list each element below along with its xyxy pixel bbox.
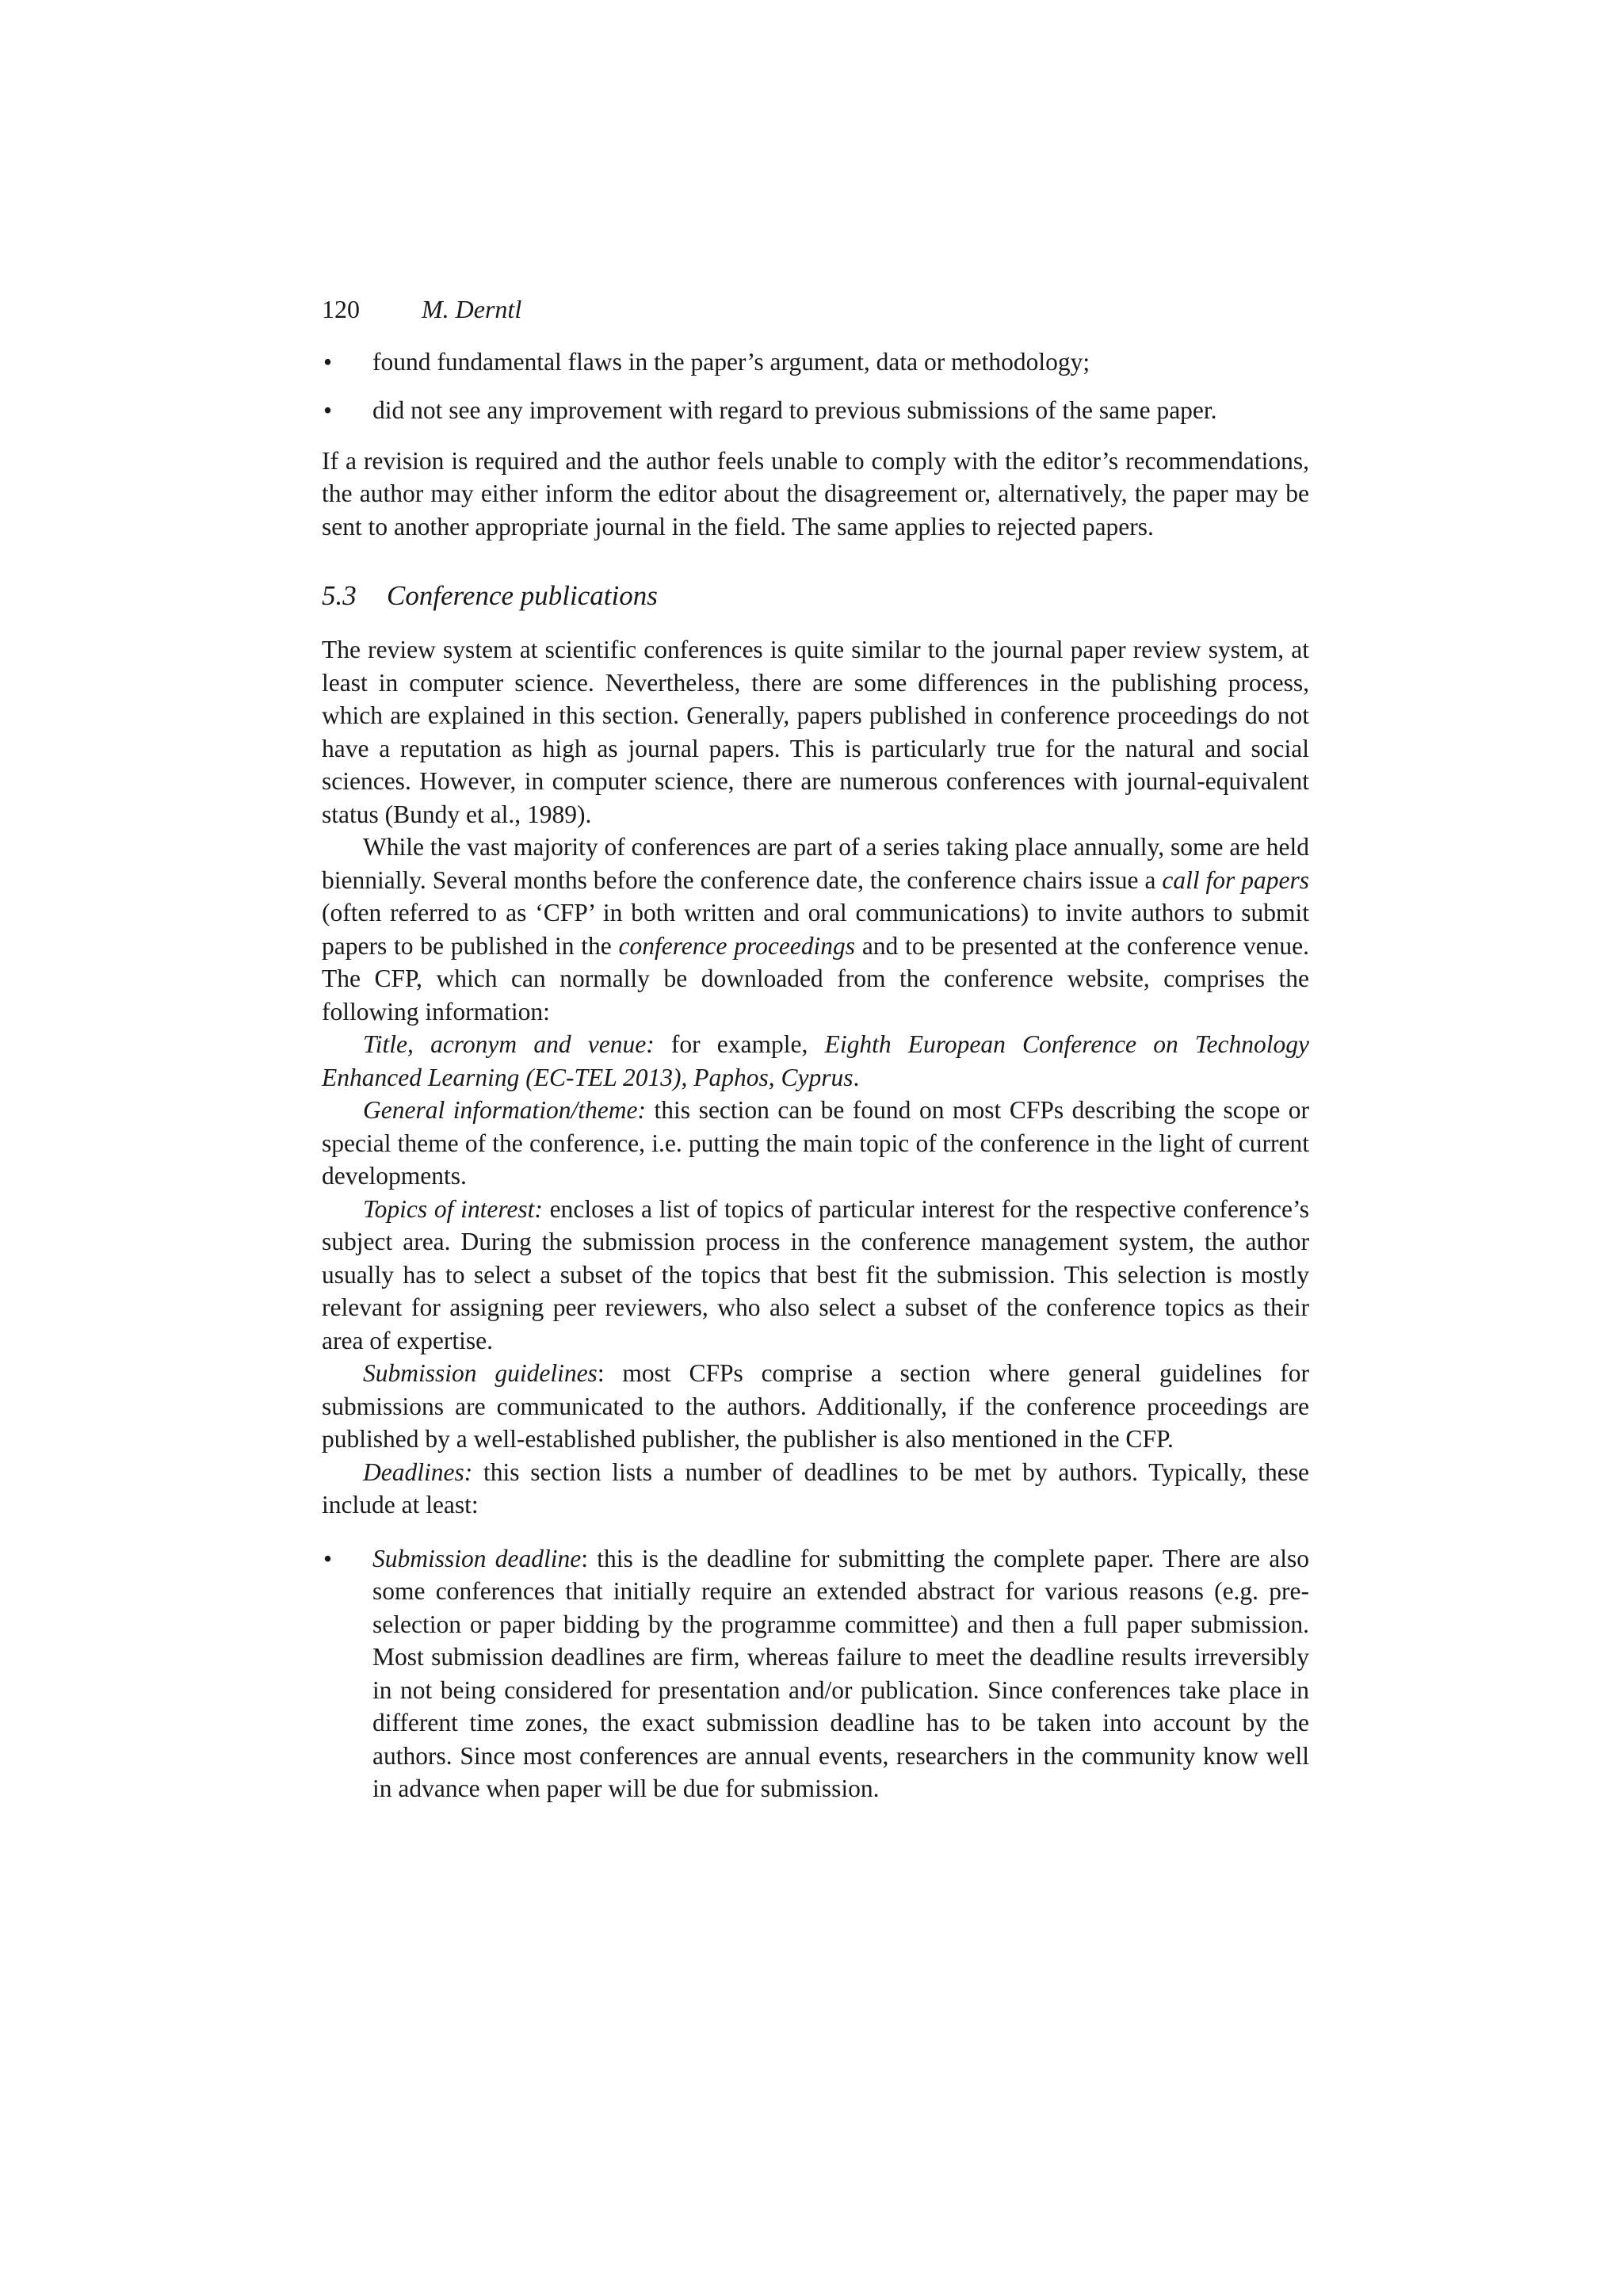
list-item: • did not see any improvement with regard to previous submissions of the same paper.: [322, 394, 1309, 427]
list-item: • Submission deadline: this is the deadline for submitting the complete paper. There are also some conferences that initially require an extended abstract for various reasons (e.g. pre-selection or paper bidding by the programme committee) and then a full paper submission. Most submission deadlines are firm, whereas failure to meet the deadline results irreversibly in not being considered for presentation and/or publication. Since conferences take place in different time zones, the exact submission deadline has to be taken into account by the authors. Since most conferences are annual events, researchers in the community know well in advance when paper will be due for submission.: [322, 1542, 1309, 1805]
page-content: [322, 293, 1309, 1821]
paragraph-deadlines: Deadlines: this section lists a number of deadlines to be met by authors. Typically, these include at least:: [322, 1457, 1309, 1519]
running-author: M. Derntl: [422, 295, 522, 323]
list-item: • found fundamental flaws in the paper’s argument, data or methodology;: [322, 346, 1309, 379]
label-guidelines: Submission guidelines: [363, 1359, 598, 1387]
label-general-info: General information/theme:: [363, 1096, 646, 1124]
example-conference: Eighth European Conference on Technology Enhanced Learning (EC-TEL 2013), Paphos, Cyprus: [322, 1030, 1309, 1091]
section-number: 5.3: [322, 580, 357, 611]
paragraph-guidelines: Submission guidelines: most CFPs comprise a section where general guidelines for submissions are communicated to the authors. Additionally, if the conference proceedings are published by a well-established publisher, the publisher is also mentioned in the CFP.: [322, 1359, 1309, 1453]
bullet-list-deadlines: [322, 1542, 1309, 1805]
paragraph-title-venue: Title, acronym and venue: for example, Eighth European Conference on Technology Enhanced Learning (EC-TEL 2013), Paphos, Cyprus.: [322, 1030, 1309, 1091]
term-call-for-papers: call for papers: [1162, 865, 1309, 894]
label-topics: Topics of interest:: [363, 1194, 543, 1223]
section-heading: [322, 579, 1309, 613]
label-title-venue: Title, acronym and venue:: [363, 1030, 655, 1058]
paragraph-cfp: While the vast majority of conferences are part of a series taking place annually, some are held biennially. Several months before the conference date, the conference chairs issue a call for papers (often referred to as ‘CFP’ in both written and oral communications) to invite authors to submit papers to be published in the conference proceedings and to be presented at the conference venue. The CFP, which can normally be downloaded from the conference website, comprises the following information:: [322, 833, 1310, 1026]
paragraph-topics: Topics of interest: encloses a list of topics of particular interest for the respective conference’s subject area. During the submission process in the conference management system, the author usually has to select a subset of the topics that best fit the submission. This selection is mostly relevant for assigning peer reviewers, who also select a subset of the conference topics as their area of expertise.: [322, 1194, 1309, 1354]
paragraph-revision: If a revision is required and the author feels unable to comply with the editor’s recommendations, the author may either inform the editor about the disagreement or, alternatively, the paper may be sent to another appropriate journal in the field. The same applies to rejected papers.: [322, 446, 1309, 541]
bullet-list-top: [322, 346, 1309, 427]
paragraph-review-system: The review system at scientific conferences is quite similar to the journal paper review system, at least in computer science. Nevertheless, there are some differences in the publishing process, which are explained in this section. Generally, papers published in conference proceedings do not have a reputation as high as journal papers. This is particularly true for the natural and social sciences. However, in computer science, there are numerous conferences with journal-equivalent status (Bundy et al., 1989).: [322, 636, 1309, 828]
page-number: 120: [322, 295, 360, 323]
running-header: [322, 293, 1309, 327]
label-submission-deadline: Submission deadline: [372, 1544, 582, 1572]
section-title: Conference publications: [387, 580, 658, 611]
paragraph-general-info: General information/theme: this section can be found on most CFPs describing the scope or special theme of the conference, i.e. putting the main topic of the conference in the light of current developments.: [322, 1096, 1309, 1190]
term-conference-proceedings: conference proceedings: [618, 931, 856, 960]
label-deadlines: Deadlines:: [363, 1457, 473, 1486]
